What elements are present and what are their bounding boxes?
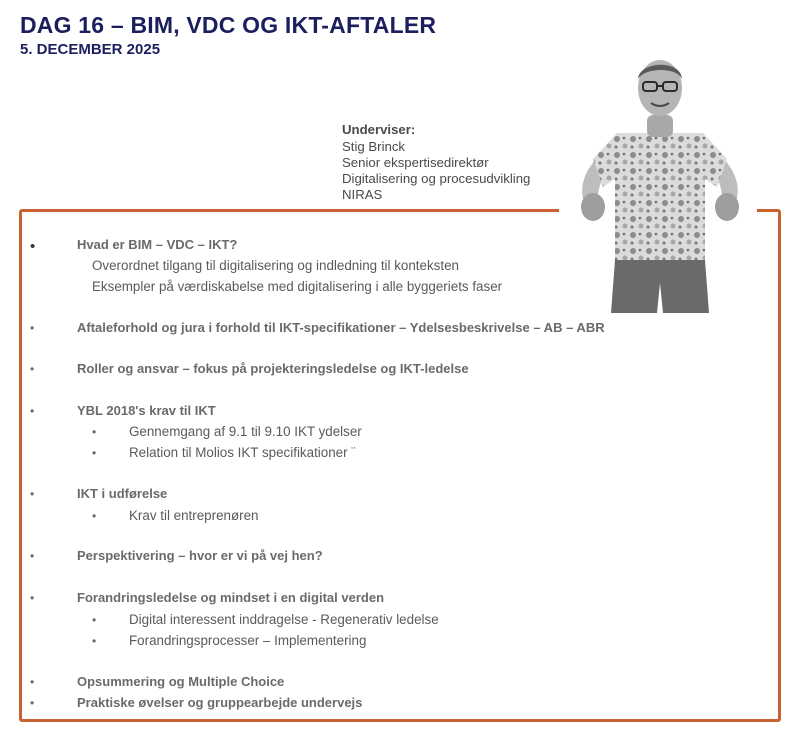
bullet: • [30, 549, 35, 563]
agenda-item-title: Opsummering og Multiple Choice [77, 674, 285, 689]
page-title: DAG 16 – BIM, VDC OG IKT-AFTALER [20, 12, 437, 38]
agenda-item-title: YBL 2018's krav til IKT [77, 403, 216, 418]
bullet: • [30, 404, 35, 418]
sub-bullet: • [92, 446, 97, 460]
instructor-department: Digitalisering og procesudvikling [342, 171, 531, 186]
bullet: • [30, 487, 35, 501]
instructor-company: NIRAS [342, 187, 383, 202]
agenda-item-title: Forandringsledelse og mindset i en digital verden [77, 590, 385, 605]
agenda-item-title: Hvad er BIM – VDC – IKT? [77, 237, 238, 252]
agenda-sub-item: Digital interessent inddragelse - Regenerativ ledelse [129, 612, 439, 627]
bullet: • [30, 696, 35, 710]
instructor-role: Senior ekspertisedirektør [342, 155, 489, 170]
bullet: • [30, 675, 35, 689]
agenda-item-title: IKT i udførelse [77, 486, 168, 501]
bullet: • [30, 321, 35, 335]
agenda-item-title: Praktiske øvelser og gruppearbejde undervejs [77, 695, 363, 710]
sub-bullet: • [92, 509, 97, 523]
sub-bullet: • [92, 613, 97, 627]
agenda-item-title: Aftaleforhold og jura i forhold til IKT-specifikationer – Ydelsesbeskrivelse – AB – ABR [77, 320, 605, 335]
page-date: 5. DECEMBER 2025 [20, 41, 161, 58]
agenda-sub-item: Forandringsprocesser – Implementering [129, 633, 367, 648]
agenda-item-title: Roller og ansvar – fokus på projekteringsledelse og IKT-ledelse [77, 361, 469, 376]
agenda-sub-item: Gennemgang af 9.1 til 9.10 IKT ydelser [129, 424, 362, 439]
bullet: • [30, 591, 35, 605]
agenda-sub-item: Krav til entreprenøren [129, 508, 259, 523]
agenda-sub-item: Relation til Molios IKT specifikationer ¨ [129, 445, 356, 460]
bullet: • [30, 238, 36, 255]
bullet: • [30, 362, 35, 376]
agenda-item-line: Overordnet tilgang til digitalisering og indledning til konteksten [92, 258, 459, 273]
agenda-item-title: Perspektivering – hvor er vi på vej hen? [77, 548, 323, 563]
sub-bullet: • [92, 425, 97, 439]
agenda-item-line: Eksempler på værdiskabelse med digitalisering i alle byggeriets faser [92, 279, 503, 294]
instructor-label: Underviser: [342, 122, 416, 137]
sub-bullet: • [92, 634, 97, 648]
instructor-name: Stig Brinck [342, 139, 406, 154]
